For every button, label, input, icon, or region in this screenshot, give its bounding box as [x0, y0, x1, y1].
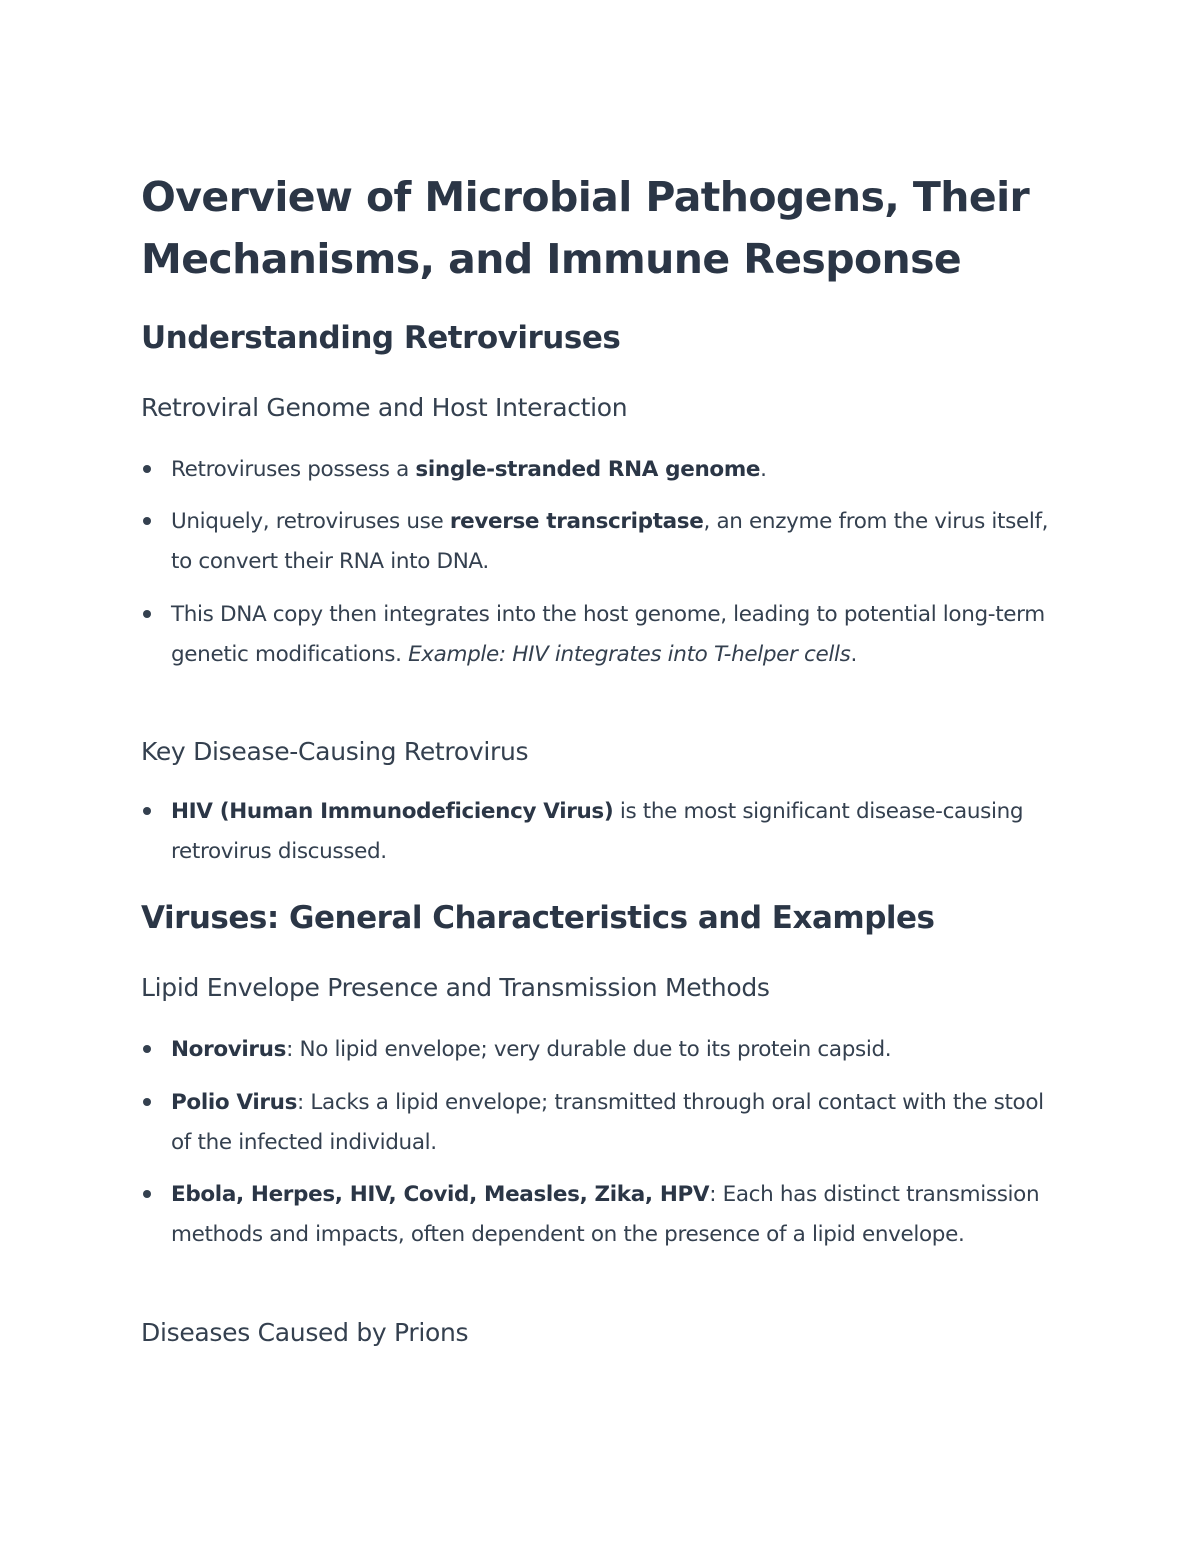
bullet-item — [141, 1030, 1056, 1070]
bullet-text-bold: single-stranded RNA genome — [415, 457, 761, 482]
bullet-text-plain: : Each has distinct transmission methods and impacts, often dependent on the presence of a lipid envelope. — [171, 1182, 1040, 1247]
bullet-text-plain: This DNA copy then integrates into the host genome, leading to potential long-term genetic modifications. — [171, 602, 1045, 667]
bullet-text-bold: Norovirus — [171, 1037, 287, 1062]
bullet-text-plain: : Lacks a lipid envelope; transmitted through oral contact with the stool of the infected individual. — [171, 1090, 1044, 1155]
bullet-text — [171, 595, 1056, 675]
bullet-item — [141, 792, 1056, 872]
bullet-text — [171, 502, 1056, 582]
bullet-text-italic: Example: HIV integrates into T-helper cells — [408, 642, 851, 667]
bullet-text-bold: Ebola, Herpes, HIV, Covid, Measles, Zika, HPV — [171, 1182, 710, 1207]
bullet-text-plain: , an enzyme from the virus itself, to convert their RNA into DNA. — [171, 509, 1049, 574]
subsection-heading-prions: Diseases Caused by Prions — [141, 1318, 469, 1347]
bullet-text — [171, 1175, 1056, 1255]
bullet-item — [141, 595, 1056, 675]
bullet-text-plain: is the most significant disease-causing retrovirus discussed. — [171, 799, 1024, 864]
bullet-item — [141, 1175, 1056, 1255]
subsection-heading-key-retrovirus: Key Disease-Causing Retrovirus — [141, 737, 529, 766]
bullet-icon — [143, 807, 151, 815]
bullet-icon — [143, 517, 151, 525]
bullet-icon — [143, 1045, 151, 1053]
section-heading-viruses: Viruses: General Characteristics and Examples — [141, 900, 935, 936]
bullet-text-plain: . — [850, 642, 857, 667]
subsection-heading-genome: Retroviral Genome and Host Interaction — [141, 393, 628, 422]
bullet-item — [141, 1083, 1056, 1163]
subsection-heading-lipid-envelope: Lipid Envelope Presence and Transmission Methods — [141, 973, 770, 1002]
bullet-icon — [143, 465, 151, 473]
bullet-text-plain: : No lipid envelope; very durable due to its protein capsid. — [286, 1037, 892, 1062]
bullet-text-bold: HIV (Human Immunodeficiency Virus) — [171, 799, 614, 824]
bullet-text-bold: Polio Virus — [171, 1090, 298, 1115]
bullet-item — [141, 450, 1056, 490]
section-heading-retroviruses: Understanding Retroviruses — [141, 320, 621, 356]
bullet-text — [171, 1030, 1056, 1070]
document-title: Overview of Microbial Pathogens, Their Mechanisms, and Immune Response — [141, 173, 1030, 283]
bullet-icon — [143, 1190, 151, 1198]
bullet-text — [171, 792, 1056, 872]
bullet-text-plain: . — [760, 457, 767, 482]
bullet-icon — [143, 1098, 151, 1106]
bullet-text — [171, 1083, 1056, 1163]
bullet-text — [171, 450, 1056, 490]
bullet-icon — [143, 610, 151, 618]
bullet-text-plain: Uniquely, retroviruses use — [171, 509, 450, 534]
bullet-item — [141, 502, 1056, 582]
bullet-text-bold: reverse transcriptase — [449, 509, 704, 534]
bullet-text-plain: Retroviruses possess a — [171, 457, 416, 482]
